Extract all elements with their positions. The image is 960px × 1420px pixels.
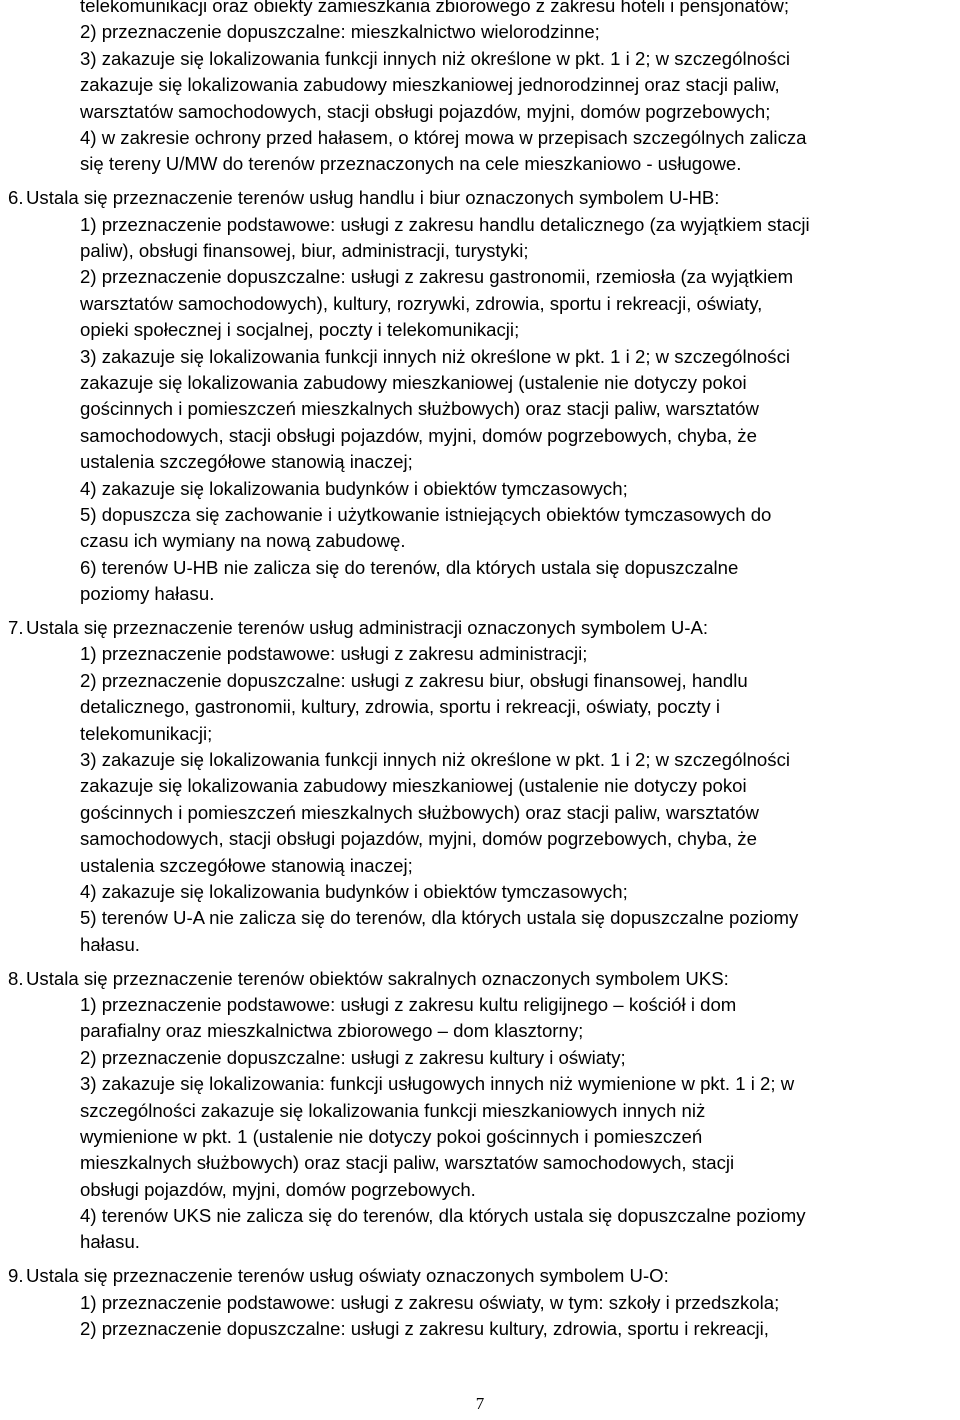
text-line: 1) przeznaczenie podstawowe: usługi z zakresu administracji; [80, 643, 588, 665]
text-line: 5) dopuszcza się zachowanie i użytkowanie istniejących obiektów tymczasowych do [80, 503, 772, 525]
section-number: 9. [8, 1265, 24, 1287]
text-line: mieszkalnych służbowych) oraz stacji paliw, warsztatów samochodowych, stacji [80, 1152, 735, 1174]
text-line: się tereny U/MW do terenów przeznaczonych na cele mieszkaniowo - usługowe. [80, 153, 742, 175]
section-number: 6. [8, 187, 24, 209]
section-heading-text: Ustala się przeznaczenie terenów usług handlu i biur oznaczonych symbolem U-HB: [26, 187, 720, 209]
text-line: 3) zakazuje się lokalizowania funkcji innych niż określone w pkt. 1 i 2; w szczególności [80, 748, 790, 770]
text-line: warsztatów samochodowych, stacji obsługi pojazdów, myjni, domów pogrzebowych; [80, 100, 771, 122]
text-line: hałasu. [80, 1231, 140, 1253]
text-line: obsługi pojazdów, myjni, domów pogrzebowych. [80, 1178, 476, 1200]
text-line: 4) zakazuje się lokalizowania budynków i obiektów tymczasowych; [80, 880, 628, 902]
text-line: ustalenia szczegółowe stanowią inaczej; [80, 854, 413, 876]
text-line: samochodowych, stacji obsługi pojazdów, myjni, domów pogrzebowych, chyba, że [80, 828, 757, 850]
text-line: 4) w zakresie ochrony przed hałasem, o której mowa w przepisach szczególnych zalicza [80, 126, 807, 148]
text-line: 3) zakazuje się lokalizowania funkcji innych niż określone w pkt. 1 i 2; w szczególności [80, 47, 790, 69]
text-line: warsztatów samochodowych), kultury, rozrywki, zdrowia, sportu i rekreacji, oświaty, [80, 292, 763, 314]
page-number: 7 [475, 1394, 485, 1413]
section-number: 8. [8, 967, 24, 989]
text-line: szczególności zakazuje się lokalizowania funkcji mieszkaniowych innych niż [80, 1099, 706, 1121]
text-line: opieki społecznej i socjalnej, poczty i telekomunikacji; [80, 319, 520, 341]
text-line: 1) przeznaczenie podstawowe: usługi z zakresu handlu detalicznego (za wyjątkiem stacji [80, 213, 810, 235]
text-line: 6) terenów U-HB nie zalicza się do terenów, dla których ustala się dopuszczalne [80, 556, 739, 578]
section-heading [0, 1263, 960, 1289]
text-line: 2) przeznaczenie dopuszczalne: usługi z zakresu kultury, zdrowia, sportu i rekreacji, [80, 1318, 769, 1340]
section-heading [0, 615, 960, 641]
text-line: zakazuje się lokalizowania zabudowy mieszkaniowej jednorodzinnej oraz stacji paliw, [80, 74, 780, 96]
text-line: 2) przeznaczenie dopuszczalne: usługi z zakresu biur, obsługi finansowej, handlu [80, 669, 748, 691]
section-heading [0, 966, 960, 992]
section-heading [0, 185, 960, 211]
text-line: samochodowych, stacji obsługi pojazdów, myjni, domów pogrzebowych, chyba, że [80, 424, 757, 446]
section-heading-text: Ustala się przeznaczenie terenów obiektów sakralnych oznaczonych symbolem UKS: [26, 967, 729, 989]
text-line: poziomy hałasu. [80, 583, 215, 605]
text-line: telekomunikacji oraz obiekty zamieszkania zbiorowego z zakresu hoteli i pensjonatów; [80, 0, 789, 16]
section-heading-text: Ustala się przeznaczenie terenów usług oświaty oznaczonych symbolem U-O: [26, 1265, 669, 1287]
text-line: 4) zakazuje się lokalizowania budynków i obiektów tymczasowych; [80, 477, 628, 499]
text-line: paliw), obsługi finansowej, biur, administracji, turystyki; [80, 240, 529, 262]
section-heading-text: Ustala się przeznaczenie terenów usług administracji oznaczonych symbolem U-A: [26, 616, 709, 638]
text-line: 2) przeznaczenie dopuszczalne: usługi z zakresu gastronomii, rzemiosła (za wyjątkiem [80, 266, 794, 288]
text-line: wymienione w pkt. 1 (ustalenie nie dotyczy pokoi gościnnych i pomieszczeń [80, 1125, 703, 1147]
text-line: 3) zakazuje się lokalizowania funkcji innych niż określone w pkt. 1 i 2; w szczególności [80, 345, 790, 367]
text-line: 1) przeznaczenie podstawowe: usługi z zakresu kultu religijnego – kościół i dom [80, 993, 737, 1015]
text-line: 3) zakazuje się lokalizowania: funkcji usługowych innych niż wymienione w pkt. 1 i 2; w [80, 1073, 795, 1095]
text-line: parafialny oraz mieszkalnictwa zbiorowego – dom klasztorny; [80, 1020, 584, 1042]
text-line: zakazuje się lokalizowania zabudowy mieszkaniowej (ustalenie nie dotyczy pokoi [80, 371, 747, 393]
text-line: czasu ich wymiany na nową zabudowę. [80, 530, 406, 552]
text-line: 1) przeznaczenie podstawowe: usługi z zakresu oświaty, w tym: szkoły i przedszkola; [80, 1291, 780, 1313]
text-line: ustalenia szczegółowe stanowią inaczej; [80, 451, 413, 473]
section-number: 7. [8, 616, 24, 638]
text-line: gościnnych i pomieszczeń mieszkalnych służbowych) oraz stacji paliw, warsztatów [80, 398, 759, 420]
text-line: zakazuje się lokalizowania zabudowy mieszkaniowej (ustalenie nie dotyczy pokoi [80, 775, 747, 797]
text-line: 4) terenów UKS nie zalicza się do terenów, dla których ustala się dopuszczalne poziomy [80, 1205, 806, 1227]
text-line: detalicznego, gastronomii, kultury, zdrowia, sportu i rekreacji, oświaty, poczty i [80, 696, 721, 718]
text-line: 5) terenów U-A nie zalicza się do terenów, dla których ustala się dopuszczalne poziomy [80, 907, 799, 929]
text-line: telekomunikacji; [80, 722, 213, 744]
text-line: hałasu. [80, 933, 140, 955]
text-line: 2) przeznaczenie dopuszczalne: mieszkalnictwo wielorodzinne; [80, 21, 600, 43]
text-line: gościnnych i pomieszczeń mieszkalnych służbowych) oraz stacji paliw, warsztatów [80, 801, 759, 823]
text-line: 2) przeznaczenie dopuszczalne: usługi z zakresu kultury i oświaty; [80, 1046, 626, 1068]
